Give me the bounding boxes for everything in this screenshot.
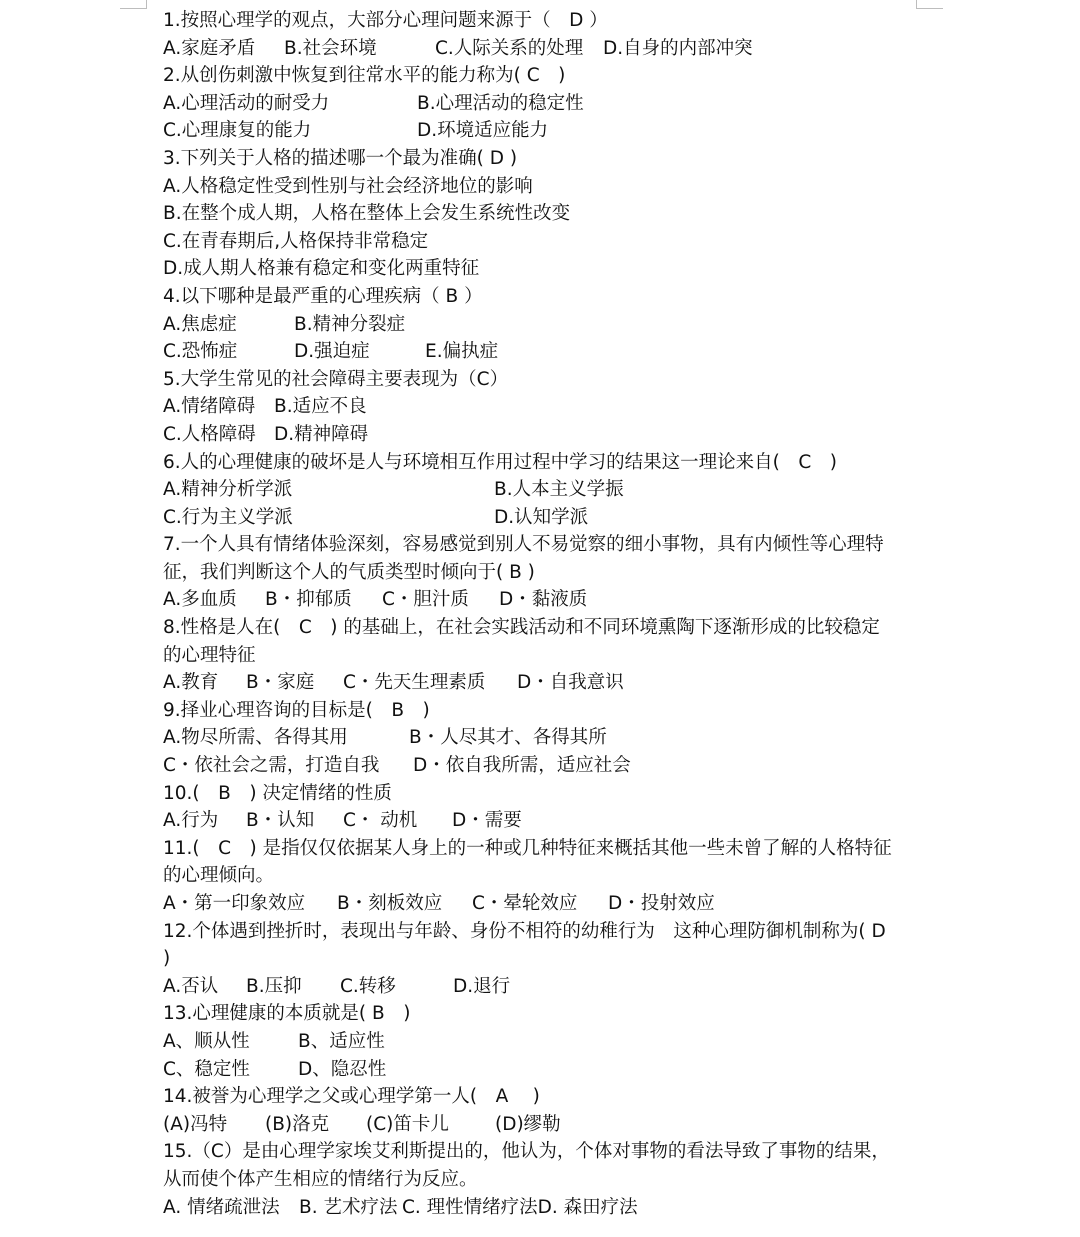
answer-option: D.成人期人格兼有稳定和变化两重特征	[163, 258, 480, 280]
option-row	[163, 752, 923, 780]
answer-option: A.物尽所需、各得其用	[163, 727, 348, 749]
question-stem: 8.性格是人在( C ) 的基础上，在社会实践活动和不同环境熏陶下逐渐形成的比较稳定	[163, 617, 880, 639]
option-row	[163, 90, 923, 118]
page-crop-mark-left	[120, 0, 147, 9]
question-stem: 11.( C ) 是指仅仅依据某人身上的一种或几种特征来概括其他一些未曾了解的人格特征	[163, 837, 892, 859]
answer-option: A.否认	[163, 975, 219, 997]
question-11	[163, 835, 923, 918]
answer-option: C.在青春期后,人格保持非常稳定	[163, 230, 429, 252]
answer-option: C、稳定性	[163, 1058, 250, 1080]
option-row	[163, 338, 923, 366]
answer-option: B・家庭	[246, 672, 315, 694]
question-stem: 10.( B ) 决定情绪的性质	[163, 782, 392, 804]
answer-option: A.心理活动的耐受力	[163, 92, 330, 114]
option-row	[163, 421, 923, 449]
answer-option: D・需要	[452, 810, 522, 832]
question-stem: )	[163, 948, 171, 970]
option-row	[163, 973, 923, 1001]
answer-option: D.自身的内部冲突	[603, 37, 753, 59]
question-stem: 从而使个体产生相应的情绪行为反应。	[163, 1168, 478, 1190]
question-8	[163, 614, 923, 697]
option-row	[163, 173, 923, 201]
answer-option: A、顺从性	[163, 1030, 250, 1052]
answer-option: C.人际关系的处理	[435, 37, 584, 59]
question-13	[163, 1000, 923, 1083]
question-stem: 的心理特征	[163, 644, 256, 666]
question-3	[163, 145, 923, 283]
option-row	[163, 890, 923, 918]
answer-option: D・依自我所需，适应社会	[413, 755, 631, 777]
answer-option: E.偏执症	[425, 341, 499, 363]
answer-option: D.环境适应能力	[417, 120, 549, 142]
option-row	[163, 255, 923, 283]
option-row	[163, 1111, 923, 1139]
question-stem: 7.一个人具有情绪体验深刻，容易感觉到别人不易觉察的细小事物，具有内倾性等心理特	[163, 534, 884, 556]
answer-option: (B)洛克	[265, 1113, 330, 1135]
answer-option: B.精神分裂症	[294, 313, 406, 335]
answer-option: A.焦虑症	[163, 313, 237, 335]
answer-option: C. 理性情绪疗法D. 森田疗法	[402, 1196, 638, 1218]
answer-option: (C)笛卡儿	[366, 1113, 449, 1135]
option-row	[163, 311, 923, 339]
option-row	[163, 200, 923, 228]
option-row	[163, 117, 923, 145]
answer-option: A.人格稳定性受到性别与社会经济地位的影响	[163, 175, 533, 197]
answer-option: C・先天生理素质	[343, 672, 486, 694]
question-stem: 的心理倾向。	[163, 865, 275, 887]
option-row	[163, 1056, 923, 1084]
option-row	[163, 586, 923, 614]
question-7	[163, 531, 923, 614]
question-1	[163, 7, 923, 62]
answer-option: B.心理活动的稳定性	[417, 92, 584, 114]
option-row	[163, 228, 923, 256]
option-row	[163, 1028, 923, 1056]
answer-option: D・自我意识	[517, 672, 624, 694]
answer-option: A.行为	[163, 810, 219, 832]
option-row	[163, 807, 923, 835]
question-5	[163, 366, 923, 449]
question-stem: 14.被誉为心理学之父或心理学第一人( A )	[163, 1086, 540, 1108]
question-stem: 12.个体遇到挫折时，表现出与年龄、身份不相符的幼稚行为 这种心理防御机制称为( D	[163, 920, 886, 942]
answer-option: D.精神障碍	[274, 423, 369, 445]
question-15	[163, 1138, 923, 1221]
answer-option: D・投射效应	[608, 893, 715, 914]
option-row	[163, 724, 923, 752]
answer-option: B.压抑	[246, 975, 302, 997]
answer-option: A.教育	[163, 672, 219, 694]
question-10	[163, 780, 923, 835]
answer-option: A.家庭矛盾	[163, 37, 256, 59]
answer-option: A. 情绪疏泄法	[163, 1196, 280, 1218]
question-12	[163, 918, 923, 1001]
question-stem: 2.从创伤刺激中恢复到往常水平的能力称为( C )	[163, 65, 566, 87]
option-row	[163, 669, 923, 697]
question-6	[163, 449, 923, 532]
answer-option: C.心理康复的能力	[163, 120, 312, 142]
question-stem: 5.大学生常见的社会障碍主要表现为（C）	[163, 368, 509, 390]
question-stem: 6.人的心理健康的破坏是人与环境相互作用过程中学习的结果这一理论来自( C )	[163, 451, 838, 473]
question-14	[163, 1083, 923, 1138]
answer-option: B・人尽其才、各得其所	[409, 727, 607, 749]
question-stem: 1.按照心理学的观点，大部分心理问题来源于（ D ）	[163, 10, 608, 31]
answer-option: C・ 动机	[343, 810, 418, 832]
answer-option: C.人格障碍	[163, 423, 256, 445]
answer-option: B.人本主义学振	[494, 479, 624, 501]
question-stem: 13.心理健康的本质就是( B )	[163, 1003, 411, 1025]
question-list	[163, 7, 923, 1221]
option-row	[163, 476, 923, 504]
answer-option: A.情绪障碍	[163, 396, 256, 418]
answer-option: B・抑郁质	[265, 589, 352, 611]
question-stem: 征，我们判断这个人的气质类型时倾向于( B )	[163, 561, 535, 583]
cut-off-line	[163, 1223, 923, 1237]
option-row	[163, 1194, 923, 1222]
question-4	[163, 283, 923, 366]
answer-option: A.多血质	[163, 589, 237, 611]
answer-option: D・黏液质	[499, 589, 588, 611]
answer-option: (D)缪勒	[495, 1113, 561, 1135]
answer-option: B. 艺术疗法	[299, 1196, 398, 1218]
answer-option: C・依社会之需，打造自我	[163, 755, 380, 777]
answer-option: C・胆汁质	[382, 589, 469, 611]
answer-option: B.在整个成人期，人格在整体上会发生系统性改变	[163, 203, 571, 225]
answer-option: B・刻板效应	[337, 893, 443, 914]
question-stem: 9.择业心理咨询的目标是( B )	[163, 699, 430, 721]
option-row	[163, 393, 923, 421]
answer-option: D.认知学派	[494, 506, 589, 528]
option-row	[163, 35, 923, 63]
answer-option: B.社会环境	[284, 37, 377, 59]
question-2	[163, 62, 923, 145]
answer-option: D.强迫症	[294, 341, 370, 363]
answer-option: C・晕轮效应	[472, 893, 578, 914]
answer-option: B.适应不良	[274, 396, 367, 418]
answer-option: (A)冯特	[163, 1113, 228, 1135]
question-stem: 4.以下哪种是最严重的心理疾病（ B ）	[163, 285, 483, 307]
answer-option: D.退行	[453, 975, 511, 997]
answer-option: A.精神分析学派	[163, 479, 293, 501]
answer-option: B、适应性	[298, 1030, 385, 1052]
answer-option: C.转移	[340, 975, 396, 997]
answer-option: A・第一印象效应	[163, 893, 306, 914]
answer-option: D、隐忍性	[298, 1058, 387, 1080]
answer-option: C.行为主义学派	[163, 506, 293, 528]
option-row	[163, 504, 923, 532]
question-stem: 15.（C）是由心理学家埃艾利斯提出的，他认为，个体对事物的看法导致了事物的结果，	[163, 1141, 890, 1163]
question-9	[163, 697, 923, 780]
question-stem: 3.下列关于人格的描述哪一个最为准确( D )	[163, 147, 518, 169]
answer-option: B・认知	[246, 810, 315, 832]
answer-option: C.恐怖症	[163, 341, 238, 363]
